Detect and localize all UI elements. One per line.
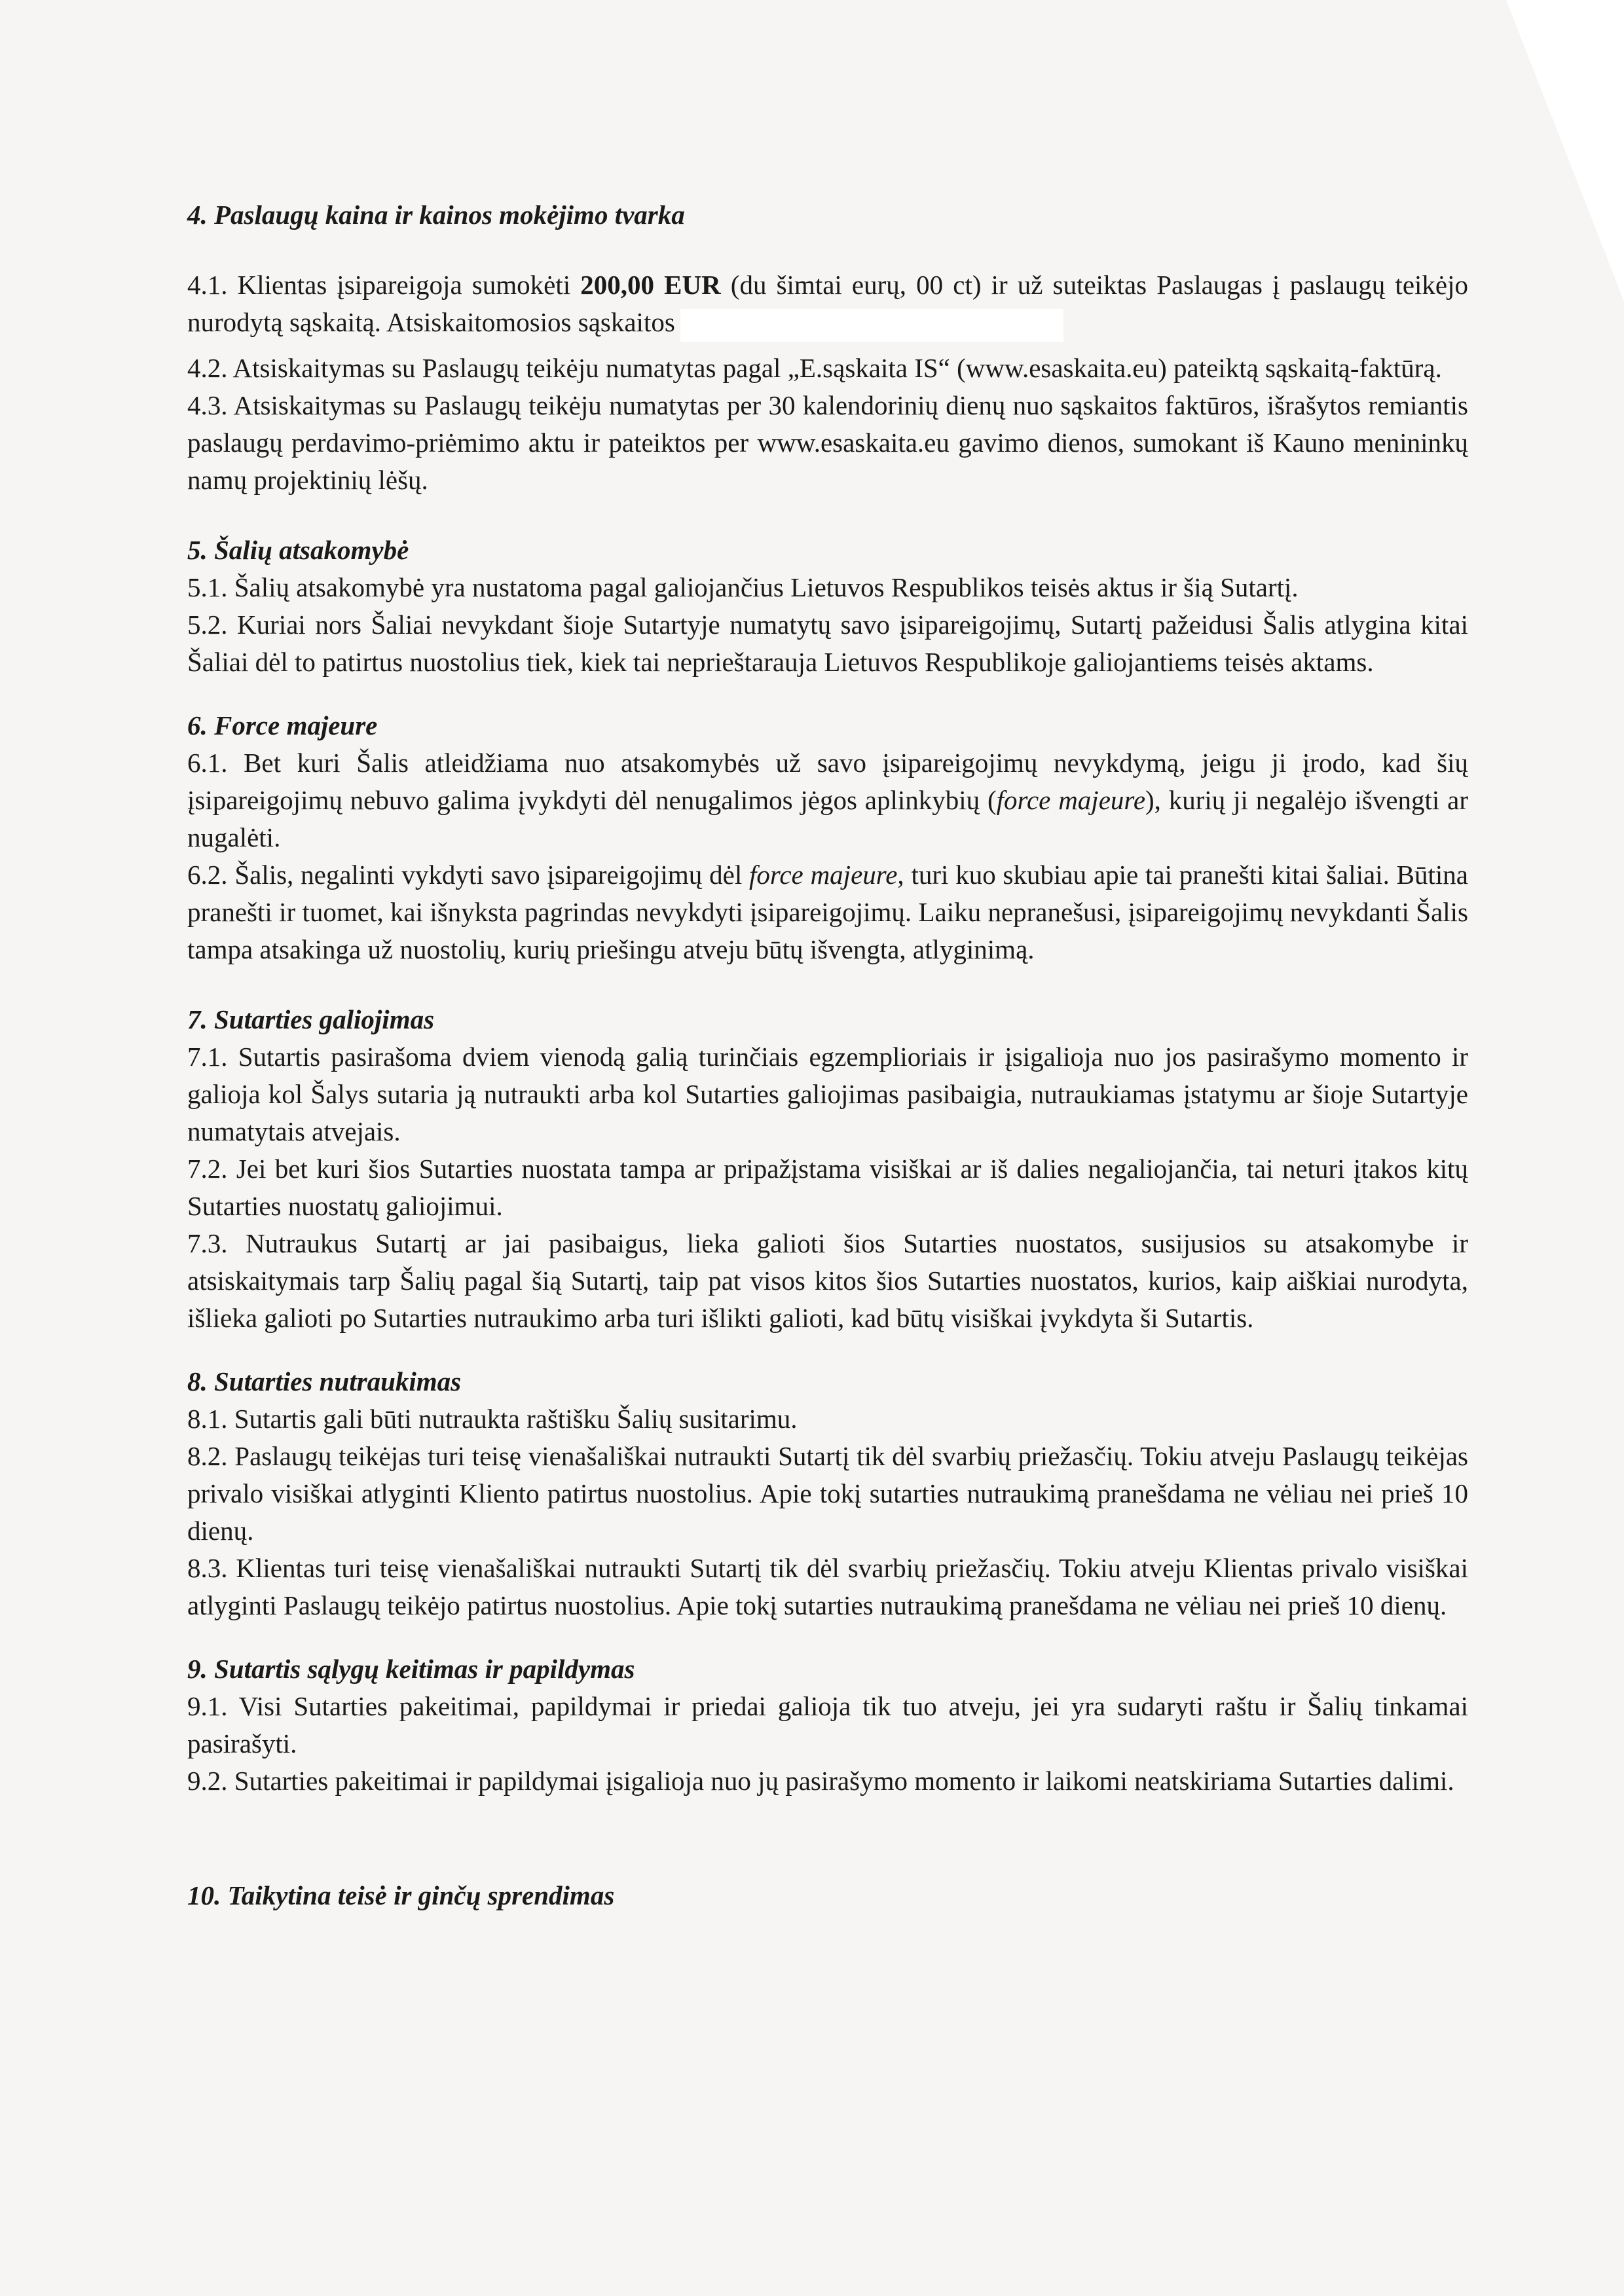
section-8-heading: 8. Sutarties nutraukimas — [187, 1366, 462, 1396]
clause-6-1 — [187, 744, 1468, 856]
section-10 — [187, 1877, 1468, 1914]
section-10-heading: 10. Taikytina teisė ir ginčų sprendimas — [187, 1880, 615, 1910]
clause-4-1 — [187, 266, 1468, 342]
section-5 — [187, 532, 1468, 681]
clause-4-2: 4.2. Atsiskaitymas su Paslaugų teikėju numatytas pagal „E.sąskaita IS“ (www.esaskaita.eu) pateiktą sąskaitą-faktūrą. — [187, 352, 1442, 383]
clause-6-1-text-a: 6.1. Bet kuri Šalis atleidžiama nuo atsakomybės už savo įsipareigojimų nevykdymą, jeigu ji įrodo, kad šių įsipareigojimų nebuvo galima įvykdyti dėl nenugalimos jėgos aplinkybių ( — [187, 747, 1468, 815]
clause-6-2-text-b: , turi kuo skubiau apie tai pranešti kitai šaliai. Būtina pranešti ir tuomet, kai išnyksta pagrindas nevykdyti įsipareigojimų. Laiku nepranešusi, įsipareigojimų nevykdanti Šalis tampa atsakinga už nuostolių, kurių priešingu atveju būtų išvengta, atlyginimą. — [187, 859, 1468, 964]
clause-6-2 — [187, 856, 1468, 968]
clause-6-1-text-b: ), kurių ji negalėjo išvengti ar nugalėti. — [187, 784, 1468, 852]
price-amount: 200,00 EUR — [580, 270, 721, 300]
section-5-heading: 5. Šalių atsakomybė — [187, 534, 409, 565]
section-7 — [187, 1001, 1468, 1337]
section-9-heading: 9. Sutartis sąlygų keitimas ir papildymas — [187, 1653, 635, 1684]
section-4-heading: 4. Paslaugų kaina ir kainos mokėjimo tvarka — [187, 200, 685, 230]
clause-8-3: 8.3. Klientas turi teisę vienašališkai nutraukti Sutartį tik dėl svarbių priežasčių. Tokiu atveju Klientas privalo visiškai atlyginti Paslaugų teikėjo patirtus nuostolius. Apie tokį sutarties nutraukimą pranešdama ne vėliau nei prieš 10 dienų. — [187, 1552, 1468, 1620]
clause-4-3: 4.3. Atsiskaitymas su Paslaugų teikėju numatytas per 30 kalendorinių dienų nuo sąskaitos faktūros, išrašytos remiantis paslaugų perdavimo-priėmimo aktu ir pateiktos per www.esaskaita.eu gavimo dienos, sumokant iš Kauno menininkų namų projektinių lėšų. — [187, 390, 1468, 495]
clause-7-1: 7.1. Sutartis pasirašoma dviem vienodą galią turinčiais egzemplioriais ir įsigalioja nuo jos pasirašymo momento ir galioja kol Šalys sutaria ją nutraukti arba kol Sutarties galiojimas pasibaigia, nutraukiamas įstatymu ar šioje Sutartyje numatytais atvejais. — [187, 1041, 1468, 1146]
document-body — [187, 196, 1468, 1914]
clause-6-1-italic: force majeure — [996, 784, 1146, 815]
clause-5-2: 5.2. Kuriai nors Šaliai nevykdant šioje Sutartyje numatytų savo įsipareigojimų, Sutartį pažeidusi Šalis atlygina kitai Šaliai dėl to patirtus nuostolius tiek, kiek tai neprieštarauja Lietuvos Respublikoje galiojantiems teisės aktams. — [187, 609, 1468, 677]
clause-4-1-text-a: 4.1. Klientas įsipareigoja sumokėti — [187, 270, 581, 300]
page-corner-fold — [1506, 0, 1624, 301]
section-9 — [187, 1650, 1468, 1800]
section-6-heading: 6. Force majeure — [187, 710, 378, 740]
clause-7-2: 7.2. Jei bet kuri šios Sutarties nuostata tampa ar pripažįstama visiškai ar iš dalies negaliojančia, tai neturi įtakos kitų Sutarties nuostatų galiojimui. — [187, 1153, 1468, 1221]
section-7-heading: 7. Sutarties galiojimas — [187, 1004, 435, 1034]
section-8 — [187, 1363, 1468, 1624]
clause-8-2: 8.2. Paslaugų teikėjas turi teisę vienašališkai nutraukti Sutartį tik dėl svarbių priežasčių. Tokiu atveju Paslaugų teikėjas privalo visiškai atlyginti Kliento patirtus nuostolius. Apie tokį sutarties nutraukimą pranešdama ne vėliau nei prieš 10 dienų. — [187, 1440, 1468, 1546]
clause-5-1: 5.1. Šalių atsakomybė yra nustatoma pagal galiojančius Lietuvos Respublikos teisės aktus ir šią Sutartį. — [187, 572, 1299, 602]
section-6 — [187, 707, 1468, 968]
clause-7-3: 7.3. Nutraukus Sutartį ar jai pasibaigus, lieka galioti šios Sutarties nuostatos, susijusios su atsakomybe ir atsiskaitymais tarp Šalių pagal šią Sutartį, taip pat visos kitos šios Sutarties nuostatos, kurios, kaip aiškiai nurodyta, išlieka galioti po Sutarties nutraukimo arba turi išlikti galioti, kad būtų visiškai įvykdyta ši Sutartis. — [187, 1228, 1468, 1333]
clause-6-2-italic: force majeure — [749, 859, 898, 890]
clause-6-2-text-a: 6.2. Šalis, negalinti vykdyti savo įsipareigojimų dėl — [187, 859, 750, 890]
clause-9-1: 9.1. Visi Sutarties pakeitimai, papildymai ir priedai galioja tik tuo atveju, jei yra sudaryti raštu ir Šalių tinkamai pasirašyti. — [187, 1690, 1468, 1758]
clause-4-1-text-b: (du šimtai eurų, 00 ct) ir už suteiktas Paslaugas į paslaugų teikėjo nurodytą sąskaitą. Atsiskaitomosios sąskaitos — [187, 270, 1469, 337]
redacted-account-number — [680, 309, 1063, 342]
clause-8-1: 8.1. Sutartis gali būti nutraukta raštišku Šalių susitarimu. — [187, 1403, 798, 1434]
section-4 — [187, 196, 1468, 499]
clause-9-2: 9.2. Sutarties pakeitimai ir papildymai įsigalioja nuo jų pasirašymo momento ir laikomi neatskiriama Sutarties dalimi. — [187, 1765, 1454, 1796]
